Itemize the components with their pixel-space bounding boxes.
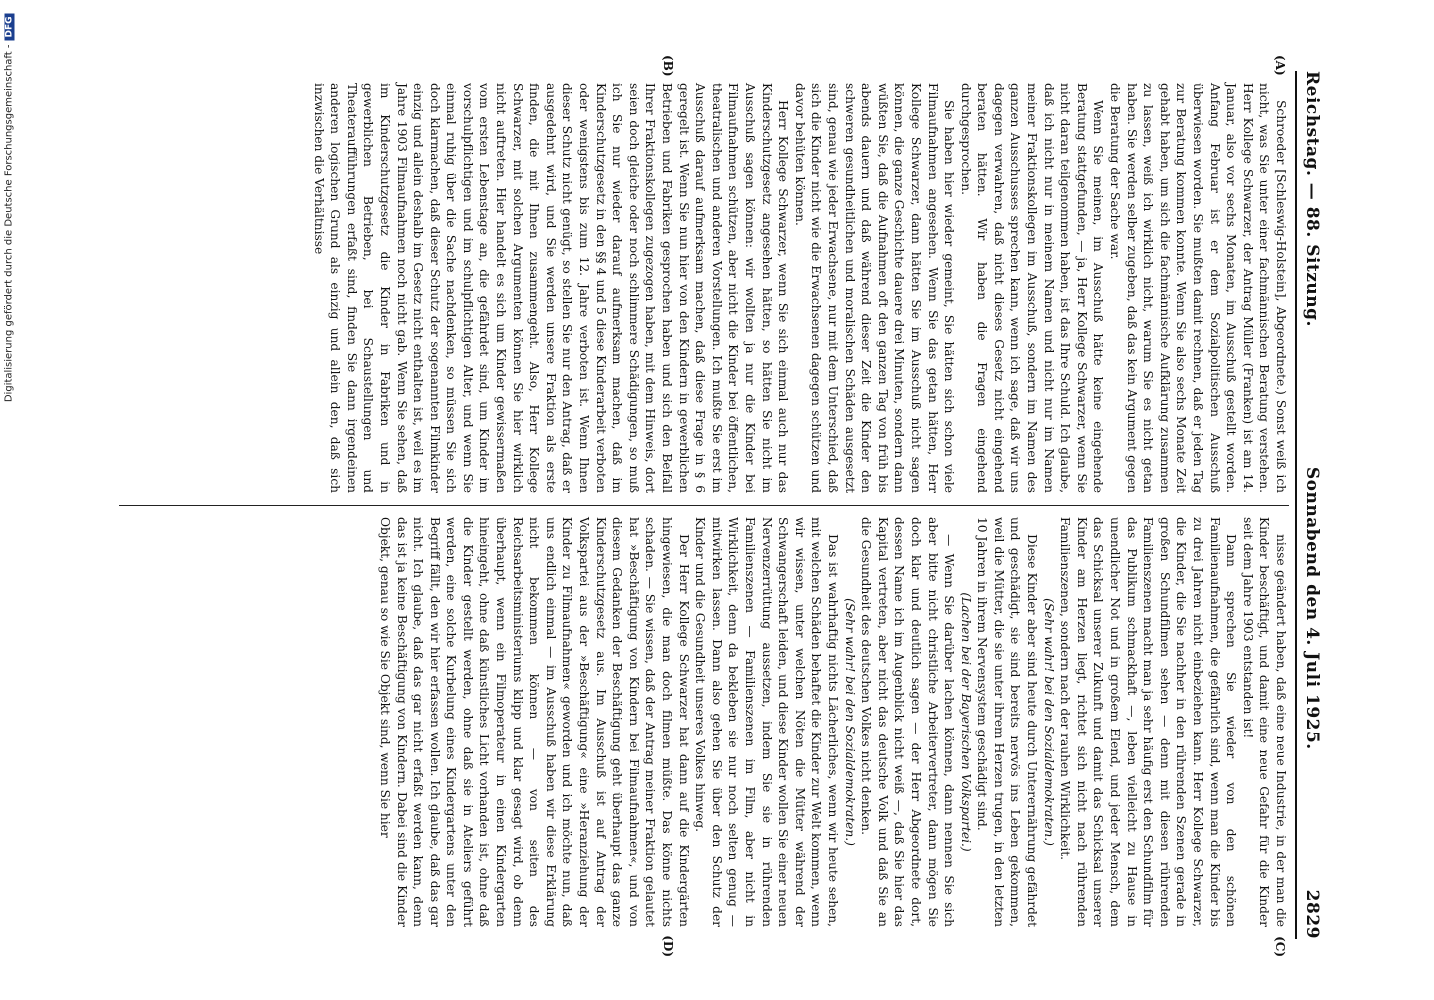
right-paragraph: (Sehr wahr! bei den Sozialdemokraten.) <box>842 598 857 846</box>
dfg-logo-icon: DFG <box>5 14 15 41</box>
left-paragraph: Sie haben hier wieder gemeint, Sie hätten sich schon viele Filmaufnahmen angesehen. Wenn Sie das getan hätten, Herr Kollege Schwarzer, dann hätten Sie im Ausschuß nicht sagen können, die ganze Geschichte dauere drei Minuten, sondern dann wüßten Sie, daß die Aufnahmen oft den ganzen Tag von früh bis abends dauern und daß während dieser Zeit die Kinder den schweren gesundheitlichen und moralischen Schäden ausgesetzt sind, genau wie jeder Erwachsene, nur mit dem Unterschied, daß sich die Kinder nicht wie die Erwachsenen dagegen schützen und davor behüten können. <box>792 83 957 493</box>
header-left: Reichstag. — 88. Sitzung. <box>1302 71 1322 327</box>
right-paragraph: Das ist wahrhaftig nichts Lächerliches, wenn wir heute sehen, mit welchen Schäden behaftet die Kinder zur Welt kommen, wenn wir wissen, unter welchen Nöten die Mütter während der Schwangerschaft leiden, und diese Kinder wollen Sie einer neuen Nervenzerrüttung aussetzen, indem Sie sie in rührenden Familienszenen — Familienszenen im Film, aber nicht in Wirklichkeit, denn da bekleben sie nur noch selten genug — mitwirken lassen. Dann also gehen Sie über den Schutz der Kinder und die Gesundheit unseres Volkes hinweg. <box>693 517 840 927</box>
margin-mark-d: (D) <box>661 935 675 957</box>
right-paragraph: Der Herr Kollege Schwarzer hat dann auf die Kindergärten hingewiesen, die man doch filmen müßte. Das könne nichts schaden. — Sie wissen, daß der Antrag meiner Fraktion gelautet hat »Beschäftigung von Kindern bei Filmaufnahmen«, und von diesem Gedanken der Beschäftigung geht überhaupt das ganze Kinderschutzgesetz aus. Im Ausschuß ist auf Antrag der Volkspartei aus der »Beschäftigung« eine »Heranziehung der Kinder zu Filmaufnahmen« geworden und ich möchte nun, daß uns endlich einmal — im Ausschuß haben wir diese Erklärung nicht bekommen können — von seiten des Reichsarbeitsministeriums klipp und klar gesagt wird, ob denn überhaupt, wenn ein Filmoperateur in einen Kindergarten hineingeht, ohne daß künstliches Licht vorhanden ist, ohne daß die Kinder gestellt werden, ohne daß sie in Ateliers geführt werden, eine solche Kurbelung eines Kindergartens unter den Begriff fällt, den wir hier erfassen wollen. Ich glaube, daß das gar nicht. Ich glaube, daß das gar nicht erfaßt werden kann, denn das ist ja keine Beschäftigung von Kindern. Dabei sind die Kinder Objekt, genau so wie Sie Objekt sind, wenn Sie hier <box>377 517 691 927</box>
left-column <box>119 71 1289 505</box>
right-paragraph: nisse geändert haben, daß eine neue Industrie, in der man die Kinder beschäftigt, und damit eine neue Gefahr für die Kinder seit dem Jahre 1903 entstanden ist! <box>1240 517 1288 927</box>
digitization-credit <box>2 0 16 1000</box>
header-right: Sonnabend den 4. Juli 1925. <box>1302 466 1322 750</box>
margin-mark-b: (B) <box>661 55 675 77</box>
column-divider <box>119 505 1289 506</box>
left-paragraph: Wenn Sie meinen, im Ausschuß hätte keine eingehende Beratung stattgefunden, — ja, Herr Kollege Schwarzer, wenn Sie nicht daran teilgenommen haben, ist das Ihre Schuld. Ich glaube, daß ich nicht nur in meinem Namen und nicht nur im Namen meiner Fraktionskollegen im Ausschuß, sondern im Namen des ganzen Ausschusses sprechen kann, wenn ich sage, daß wir uns dagegen verwahren, daß nicht dieses Gesetz nicht eingehend beraten hätten. Wir haben die Fragen eingehend durchgesprochen. <box>958 83 1106 493</box>
credit-text: Digitalisierung gefördert durch die Deutsche Forschungsgemeinschaft - <box>3 44 15 403</box>
right-column <box>119 505 1289 939</box>
page-header <box>1295 71 1327 939</box>
left-paragraph: Schroeder [Schleswig-Holstein], Abgeordnete.) Sonst weiß ich nicht, was Sie unter einer fachmännischen Beratung verstehen. Herr Kollege Schwarzer, der Antrag Müller (Franken) ist am 14. Januar, also vor sechs Monaten, im Ausschuß gestellt worden. Anfang Februar ist er dem Sozialpolitischen Ausschuß überwiesen worden. Sie mußten damit rechnen, daß er jeden Tag zur Beratung kommen konnte. Wenn Sie also sechs Monate Zeit gehabt haben, um sich die fachmännische Aufklärung zusammen zu lassen, weiß ich wirklich nicht, warum Sie es nicht getan haben. Sie werden selber zugeben, daß das kein Argument gegen die Beratung der Sache war. <box>1108 83 1288 493</box>
left-paragraph: Herr Kollege Schwarzer, wenn Sie sich einmal auch nur das Kinderschutzgesetz angesehen hätten, so hätten Sie nicht im Ausschuß sagen können: wir wollten ja nur die Kinder bei Filmaufnahmen schützen, aber nicht die Kinder bei öffentlichen, theatralischen und anderen Vorstellungen. Ich mußte Sie erst im Ausschuß darauf aufmerksam machen, daß diese Frage in § 6 geregelt ist. Wenn Sie nun hier von den Kindern in gewerblichen Betrieben und Fabriken gesprochen haben und sich den Beifall Ihrer Fraktionskollegen zugezogen haben, mit dem Hinweis, dort seien doch gleiche oder noch schlimmere Schädigungen, so muß ich Sie nur wieder darauf aufmerksam machen, daß im Kinderschutzgesetz in den §§ 4 und 5 diese Kinderarbeit verboten oder wenigstens bis zum 12. Jahre verboten ist. Wenn Ihnen dieser Schutz nicht genügt, so stellen Sie nur den Antrag, daß er ausgedehnt wird, und Sie werden unsere Fraktion als erste finden, die mit Ihnen zusammengeht. Also, Herr Kollege Schwarzer, mit solchen Argumenten können Sie hier wirklich nicht auftreten. Hier handelt es sich um Kinder gewissermaßen vom ersten Lebenstage an, die gefährdet sind, um Kinder im vorschulpflichtigen und im schulpflichtigen Alter, und wenn Sie einmal ruhig über die Sache nachdenken, so müssen Sie sich doch klarmachen, daß dieser Schutz der sogenannten Filmkinder einzig und allein deshalb im Gesetz nicht enthalten ist, weil es im Jahre 1903 Filmaufnahmen noch nicht gab. Wenn Sie sehen, daß im Kinderschutzgesetz die Kinder in Fabriken und in gewerblichen Betrieben, bei Schaustellungen und Theateraufführungen erfaßt sind, finden Sie dann irgendeinen anderen logischen Grund als einzig und allein den, daß sich inzwischen die Verhältnisse <box>311 83 791 493</box>
right-paragraph: — Wenn Sie darüber lachen können, dann nennen Sie sich aber bitte nicht christliche Arbeitervertreter, dann mögen Sie doch klar und deutlich sagen — der Herr Abgeordnete dort, dessen Name ich im Augenblick nicht weiß —, daß Sie hier das Kapital vertreten, aber nicht das deutsche Volk und daß Sie an die Gesundheit des deutschen Volkes nicht denken. <box>859 517 957 927</box>
rotated-page <box>117 55 1327 955</box>
page-number: 2829 <box>1302 889 1322 939</box>
right-paragraph: (Lachen bei der Bayerischen Volkspartei.) <box>958 592 973 852</box>
margin-mark-c: (C) <box>1273 936 1287 957</box>
right-paragraph: (Sehr wahr! bei den Sozialdemokraten.) <box>1041 598 1056 846</box>
right-paragraph: Diese Kinder aber sind heute durch Unterernährung gefährdet und geschädigt, sie sind bereits nervös ins Leben gekommen, weil die Mütter, die sie unter ihrem Herzen trugen, in den letzten 10 Jahren in ihrem Nervensystem geschädigt sind. <box>975 517 1040 927</box>
text-columns <box>119 55 1295 957</box>
margin-mark-a: (A) <box>1273 55 1287 76</box>
right-paragraph: Dann sprechen Sie wieder von den schönen Familienaufnahmen, die gefährlich sind, wenn man die Kinder bis zu drei Jahren nicht einbeziehen kann. Herr Kollege Schwarzer, die Kinder, die Sie nachher in den rührenden Szenen gerade in großen Schundfilmen sehen — denn mit diesen rührenden Familienszenen macht man ja sehr häufig erst den Schundfilm für das Publikum schmackhaft —, leben vielleicht zu Hause in unendlicher Not und in großem Elend, und jeder Mensch, dem das Schicksal unserer Zukunft und damit das Schicksal unserer Kinder am Herzen liegt, richtet sich nicht nach rührenden Familienszenen, sondern nach der rauhen Wirklichkeit. <box>1058 517 1239 927</box>
